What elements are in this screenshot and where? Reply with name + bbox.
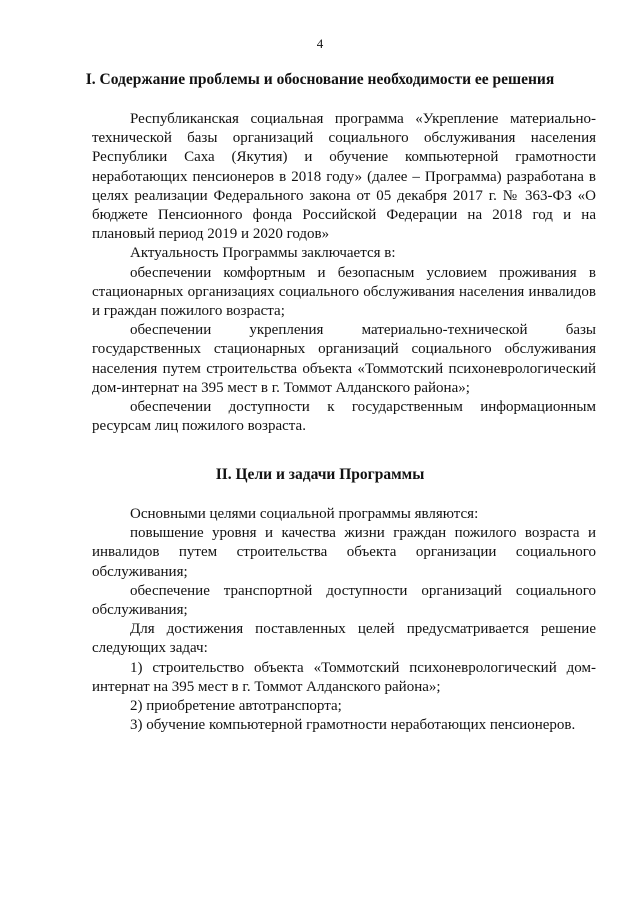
section-1-paragraph: Республиканская социальная программа «Укрепление материально-технической базы организаций социального обслуживания населения Республики Саха (Якутия) и обучение компьютерной грамотности неработающих пенсионеров в 2018 году» (далее – Программа) разработана в целях реализации Федерального закона от 05 декабря 2017 г. № 363-ФЗ «О бюджете Пенсионного фонда Российской Федерации на 2018 год и на плановый период 2019 и 2020 годов» — [92, 111, 596, 243]
section-1-body — [92, 110, 596, 436]
task-list-item: 3) обучение компьютерной грамотности неработающих пенсионеров. — [130, 717, 576, 734]
task-list-item: 1) строительство объекта «Томмотский психоневрологический дом-интернат на 395 мест в г. Томмот Алданского района»; — [92, 659, 596, 695]
section-2-paragraph: Основными целями социальной программы являются: — [130, 506, 479, 522]
section-2-body — [92, 505, 596, 735]
section-1-paragraph: обеспечении комфортным и безопасным условием проживания в стационарных организациях социального обслуживания населения инвалидов и граждан пожилого возраста; — [92, 264, 596, 320]
section-1-paragraph: обеспечении укрепления материально-технической базы государственных стационарных организаций социального обслуживания населения путем строительства объекта «Томмотский психоневрологический дом-интернат на 395 мест в г. Томмот Алданского района»; — [92, 322, 596, 396]
task-list-item: 2) приобретение автотранспорта; — [130, 698, 342, 715]
page-number: 4 — [316, 36, 324, 51]
section-1-paragraph: Актуальность Программы заключается в: — [130, 245, 396, 262]
section-2-paragraph: обеспечение транспортной доступности организаций социального обслуживания; — [92, 582, 596, 619]
section-2-paragraph: повышение уровня и качества жизни граждан пожилого возраста и инвалидов путем строительства объекта организации социального обслуживания; — [92, 525, 596, 580]
section-2-heading: II. Цели и задачи Программы — [215, 466, 425, 483]
section-1-heading: I. Содержание проблемы и обоснование необходимости ее решения — [85, 71, 555, 88]
section-2-paragraph: Для достижения поставленных целей предусматривается решение следующих задач: — [92, 621, 596, 657]
section-1-paragraph: обеспечении доступности к государственным информационным ресурсам лиц пожилого возраста. — [92, 399, 596, 435]
